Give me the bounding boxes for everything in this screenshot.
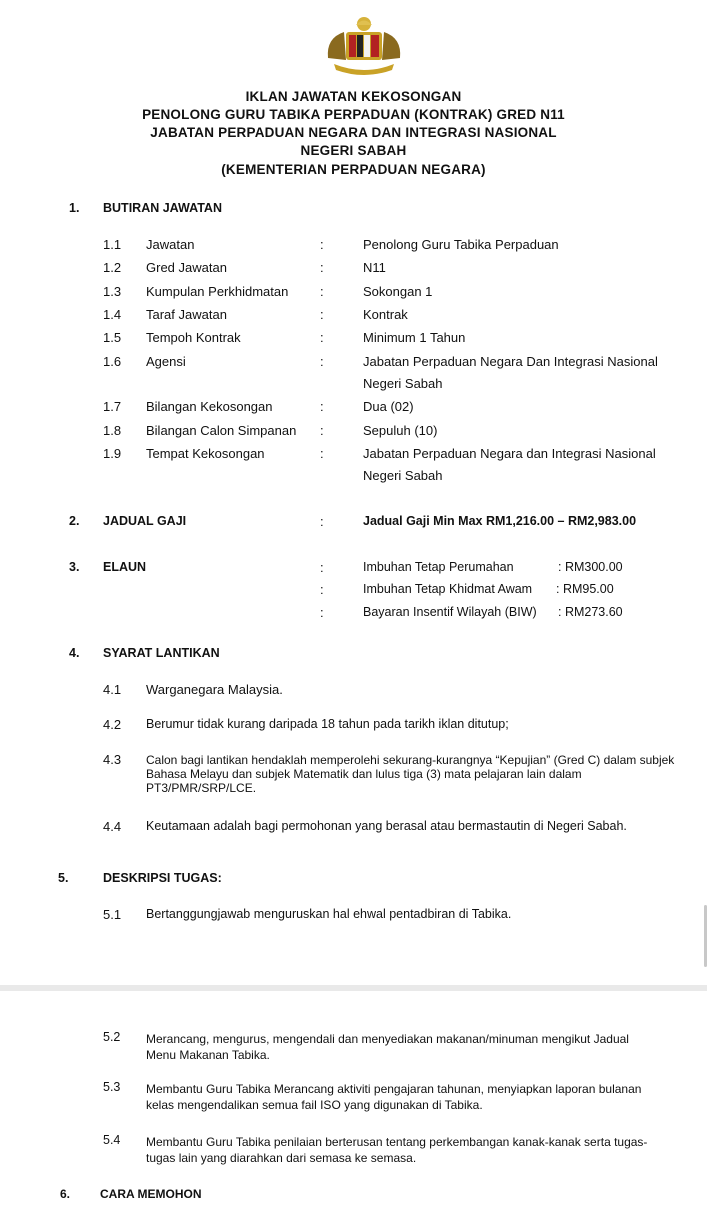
coat-of-arms-icon	[318, 14, 410, 76]
item-value: Sepuluh (10)	[363, 423, 438, 438]
item-number: 1.5	[103, 330, 122, 345]
item-value-continued: Negeri Sabah	[363, 376, 443, 391]
item-value-continued: Negeri Sabah	[363, 468, 443, 483]
allowance-label: Imbuhan Tetap Khidmat Awam	[363, 582, 533, 596]
item-number: 1.4	[103, 307, 122, 322]
section-6-number: 6.	[60, 1187, 71, 1201]
item-number: 1.9	[103, 446, 122, 461]
colon: :	[320, 446, 324, 461]
department-name: JABATAN PERPADUAN NEGARA DAN INTEGRASI NASIONAL	[150, 125, 557, 140]
allowance-label: Imbuhan Tetap Perumahan	[363, 560, 514, 574]
colon: :	[320, 560, 324, 575]
colon: :	[320, 582, 324, 597]
section-2-number: 2.	[69, 514, 80, 528]
colon: :	[320, 284, 324, 299]
section-5-title: DESKRIPSI TUGAS:	[103, 871, 222, 885]
item-number: 4.3	[103, 752, 122, 767]
job-title: PENOLONG GURU TABIKA PERPADUAN (KONTRAK) GRED N11	[142, 107, 565, 122]
state-name: NEGERI SABAH	[300, 143, 407, 158]
item-number: 1.6	[103, 354, 122, 369]
item-value: Jabatan Perpaduan Negara Dan Integrasi Nasional	[363, 354, 658, 369]
item-number: 1.3	[103, 284, 122, 299]
item-number: 4.4	[103, 819, 122, 834]
item-text: Calon bagi lantikan hendaklah memperolehi sekurang-kurangnya “Kepujian” (Gred C) dalam subjek Bahasa Melayu dan subjek Matematik dan lulus tiga (3) mata pelajaran lain dalam PT3/PMR/SRP/LCE.	[146, 753, 675, 795]
item-value: N11	[363, 260, 386, 275]
colon: :	[320, 354, 324, 369]
item-text: Merancang, mengurus, mengendali dan menyediakan makanan/minuman mengikut Jadual Menu Makanan Tabika.	[146, 1032, 629, 1062]
item-label: Tempoh Kontrak	[146, 330, 241, 345]
item-number: 1.1	[103, 237, 122, 252]
section-3-number: 3.	[69, 560, 80, 574]
item-value: Kontrak	[363, 307, 408, 322]
allowance-amount: : RM95.00	[556, 582, 614, 596]
item-number: 4.2	[103, 717, 122, 732]
item-number: 1.2	[103, 260, 122, 275]
item-text: Berumur tidak kurang daripada 18 tahun pada tarikh iklan ditutup;	[146, 717, 509, 731]
item-label: Kumpulan Perkhidmatan	[146, 284, 289, 299]
item-value: Minimum 1 Tahun	[363, 330, 466, 345]
item-text: Bertanggungjawab menguruskan hal ehwal pentadbiran di Tabika.	[146, 907, 512, 921]
allowance-amount: : RM273.60	[558, 605, 623, 619]
item-label: Jawatan	[146, 237, 195, 252]
colon: :	[320, 605, 324, 620]
item-text: Keutamaan adalah bagi permohonan yang berasal atau bermastautin di Negeri Sabah.	[146, 819, 627, 833]
item-text: Membantu Guru Tabika Merancang aktiviti pengajaran tahunan, menyiapkan laporan bulanan kelas mengendalikan semua fail ISO yang digunakan di Tabika.	[146, 1082, 642, 1112]
item-label: Bilangan Kekosongan	[146, 399, 273, 414]
colon: :	[320, 330, 324, 345]
section-4-title: SYARAT LANTIKAN	[103, 646, 220, 660]
item-label: Bilangan Calon Simpanan	[146, 423, 297, 438]
colon: :	[320, 237, 324, 252]
item-number: 4.1	[103, 682, 122, 697]
item-number: 5.1	[103, 907, 122, 922]
colon: :	[320, 399, 324, 414]
item-label: Tempat Kekosongan	[146, 446, 265, 461]
item-label: Taraf Jawatan	[146, 307, 227, 322]
salary-range: Jadual Gaji Min Max RM1,216.00 – RM2,983.00	[363, 514, 637, 528]
item-number: 1.8	[103, 423, 122, 438]
section-1-title: BUTIRAN JAWATAN	[103, 201, 222, 215]
ministry-name: (KEMENTERIAN PERPADUAN NEGARA)	[221, 162, 486, 177]
colon: :	[320, 260, 324, 275]
item-value: Penolong Guru Tabika Perpaduan	[363, 237, 559, 252]
item-number: 5.4	[103, 1133, 121, 1147]
colon: :	[320, 423, 324, 438]
allowance-label: Bayaran Insentif Wilayah (BIW)	[363, 605, 537, 619]
item-value: Dua (02)	[363, 399, 414, 414]
section-2-title: JADUAL GAJI	[103, 514, 187, 528]
section-4-number: 4.	[69, 646, 80, 660]
page-divider	[0, 985, 707, 991]
section-3-title: ELAUN	[103, 560, 147, 574]
item-label: Gred Jawatan	[146, 260, 227, 275]
item-label: Agensi	[146, 354, 186, 369]
item-text: Warganegara Malaysia.	[146, 682, 283, 697]
notice-title: IKLAN JAWATAN KEKOSONGAN	[245, 89, 462, 104]
section-6-title: CARA MEMOHON	[100, 1187, 202, 1201]
item-number: 5.2	[103, 1030, 121, 1044]
colon: :	[320, 514, 324, 529]
item-number: 5.3	[103, 1080, 121, 1094]
section-5-number: 5.	[58, 871, 69, 885]
colon: :	[320, 307, 324, 322]
item-text: Membantu Guru Tabika penilaian berterusan tentang perkembangan kanak-kanak serta tugas-tugas lain yang diarahkan dari semasa ke semasa.	[146, 1135, 648, 1165]
allowance-amount: : RM300.00	[558, 560, 623, 574]
item-value: Sokongan 1	[363, 284, 433, 299]
section-1-number: 1.	[69, 201, 80, 215]
item-number: 1.7	[103, 399, 122, 414]
item-value: Jabatan Perpaduan Negara dan Integrasi Nasional	[363, 446, 656, 461]
